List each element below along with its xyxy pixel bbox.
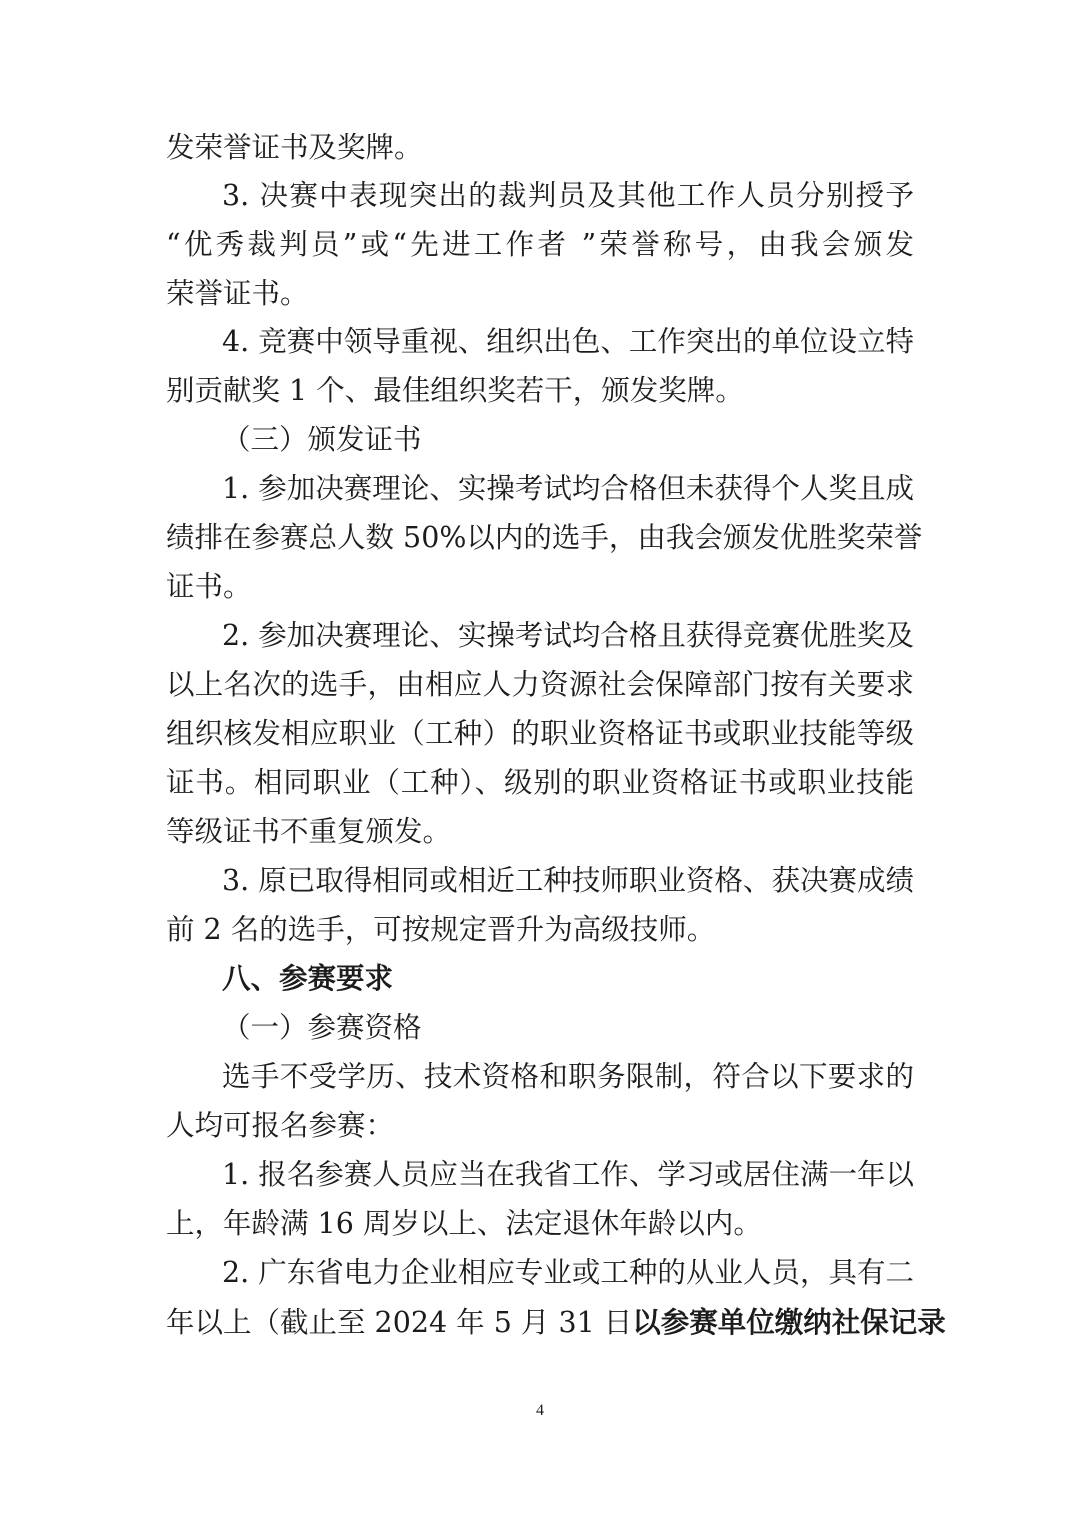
paragraph-line: “优秀裁判员”或“先进工作者 ”荣誉称号，由我会颁发: [166, 228, 914, 261]
paragraph-line: 2. 参加决赛理论、实操考试均合格且获得竞赛优胜奖及: [222, 619, 914, 652]
paragraph-line: 3. 决赛中表现突出的裁判员及其他工作人员分别授予: [222, 179, 914, 212]
paragraph-line: 上，年龄满 16 周岁以上、法定退休年龄以内。: [166, 1207, 762, 1240]
paragraph-line: 组织核发相应职业（工种）的职业资格证书或职业技能等级: [166, 717, 914, 750]
paragraph-line: 选手不受学历、技术资格和职务限制，符合以下要求的: [222, 1060, 914, 1093]
paragraph-line: 以上名次的选手，由相应人力资源社会保障部门按有关要求: [166, 668, 914, 701]
paragraph-line: 前 2 名的选手，可按规定晋升为高级技师。: [166, 913, 716, 946]
paragraph-line: 别贡献奖 1 个、最佳组织奖若干，颁发奖牌。: [166, 374, 744, 407]
section-heading: 八、参赛要求: [222, 962, 394, 995]
paragraph-line: 等级证书不重复颁发。: [166, 815, 452, 848]
paragraph-line: [166, 1298, 946, 1346]
paragraph-line: 1. 报名参赛人员应当在我省工作、学习或居住满一年以: [222, 1158, 914, 1191]
paragraph-line: 发荣誉证书及奖牌。: [166, 131, 423, 164]
paragraph-line: 证书。相同职业（工种）、级别的职业资格证书或职业技能: [166, 766, 914, 799]
paragraph-line: 荣誉证书。: [166, 277, 309, 310]
paragraph-line: 3. 原已取得相同或相近工种技师职业资格、获决赛成绩: [222, 864, 914, 897]
paragraph-text: 年以上（截止至 2024 年 5 月 31 日: [166, 1306, 633, 1339]
paragraph-line: 证书。: [166, 570, 252, 603]
paragraph-line: 4. 竞赛中领导重视、组织出色、工作突出的单位设立特: [222, 325, 914, 358]
bold-text: 以参赛单位缴纳社保记录: [632, 1305, 946, 1339]
paragraph-line: 人均可报名参赛：: [166, 1109, 395, 1142]
paragraph-line: 绩排在参赛总人数 50%以内的选手，由我会颁发优胜奖荣誉: [166, 521, 923, 554]
paragraph-line: 2. 广东省电力企业相应专业或工种的从业人员，具有二: [222, 1256, 914, 1289]
page-number: 4: [536, 1402, 544, 1419]
paragraph-line: 1. 参加决赛理论、实操考试均合格但未获得个人奖且成: [222, 472, 914, 505]
subsection-heading: （一）参赛资格: [222, 1011, 422, 1044]
subsection-heading: （三）颁发证书: [222, 423, 422, 456]
